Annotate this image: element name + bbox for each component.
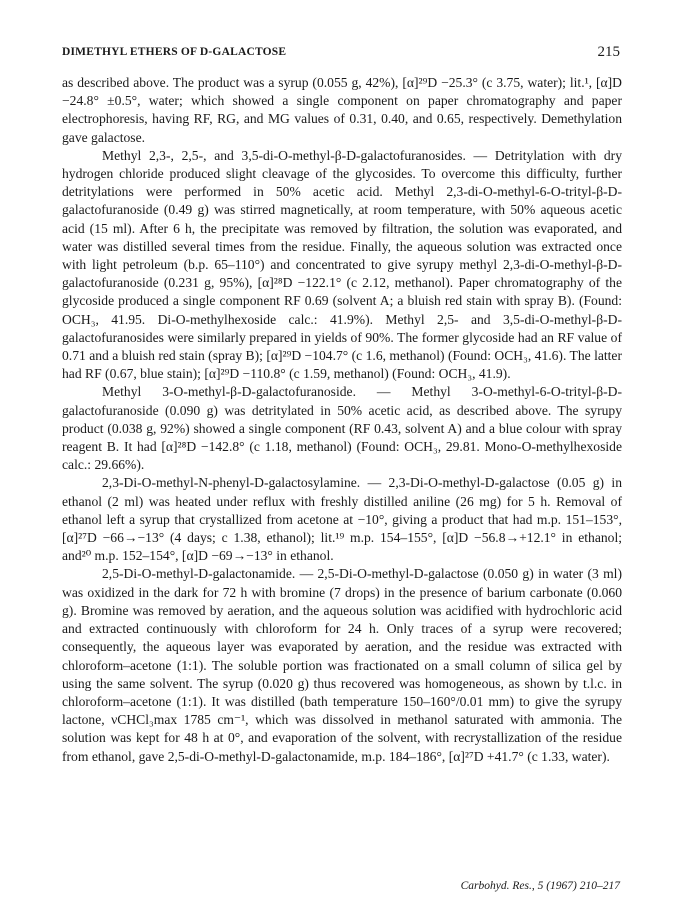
paragraph-4: 2,3-Di-O-methyl-N-phenyl-D-galactosylamine. — 2,3-Di-O-methyl-D-galactose (0.05 g) in ethanol (2 ml) was heated under reflux with freshly distilled aniline (26 mg) for 5 h. Removal of ethanol left a syrup that crystallized from acetone at −10°, giving a product that had m.p. 151–153°, [α]²⁷D −66→−13° (4 days; c 1.38, ethanol); lit.¹⁹ m.p. 154–155°, [α]D −56.8→+12.1° in ethanol; and²⁰ m.p. 152–154°, [α]D −69→−13° in ethanol. xyxy=(62,475,622,564)
paragraph-1: as described above. The product was a syrup (0.055 g, 42%), [α]²⁹D −25.3° (c 3.75, water); lit.¹, [α]D −24.8° ±0.5°, water; which showed a single component on paper chromatography and paper electrophoresis, having RF, RG, and MG values of 0.31, 0.40, and 0.65, respectively. Demethylation gave galactose. xyxy=(62,75,622,145)
article-body xyxy=(62,74,622,766)
paragraph-5: 2,5-Di-O-methyl-D-galactonamide. — 2,5-Di-O-methyl-D-galactose (0.050 g) in water (3 ml) was oxidized in the dark for 72 h with bromine (7 drops) in the presence of barium carbonate (0.060 g). Bromine was removed by aeration, and the aqueous solution was acidified with hydrochloric acid and extracted continuously with chloroform for 24 h. Only traces of a syrup were recovered; consequently, the aqueous layer was evaporated by aeration, and the residue was extracted with chloroform–acetone (1:1). The soluble portion was fractionated on a small column of silica gel by using the same solvent. The syrup (0.020 g) thus recovered was homogeneous, as shown by t.l.c. in chloroform–acetone (1:1). It was distilled (bath temperature 150–160°/0.01 mm) to give the syrupy lactone, νCHCl₃max 1785 cm⁻¹, which was dissolved in methanol saturated with ammonia. The solution was kept for 48 h at 0°, and evaporation of the solvent, with recrystallization of the residue from ethanol, gave 2,5-di-O-methyl-D-galactonamide, m.p. 184–186°, [α]²⁷D +41.7° (c 1.33, water). xyxy=(62,566,622,764)
journal-citation: Carbohyd. Res., 5 (1967) 210–217 xyxy=(460,880,620,892)
page-header xyxy=(62,44,620,64)
page-number: 215 xyxy=(597,44,620,60)
running-title: DIMETHYL ETHERS OF D-GALACTOSE xyxy=(62,46,287,58)
paragraph-2: Methyl 2,3-, 2,5-, and 3,5-di-O-methyl-β-D-galactofuranosides. — Detritylation with dry hydrogen chloride produced slight cleavage of the glycosides. To overcome this difficulty, further detritylations were performed in 50% acetic acid. Methyl 2,3-di-O-methyl-6-O-trityl-β-D-galactofuranoside (0.49 g) was stirred magnetically, at room temperature, with 50% aqueous acetic acid (15 ml). After 6 h, the precipitate was removed by filtration, the solution was evaporated, and water was distilled several times from the residue. Finally, the aqueous solution was extracted once with light petroleum (b.p. 65–110°) and concentrated to give syrupy methyl 2,3-di-O-methyl-β-D-galactofuranoside (0.231 g, 95%), [α]²⁸D −122.1° (c 2.12, methanol). Paper chromatography of the glycoside produced a single component RF 0.69 (solvent A; a bluish red stain with spray B). (Found: OCH₃, 41.95. Di-O-methylhexoside calc.: 41.9%). Methyl 2,5- and 3,5-di-O-methyl-β-D-galactofuranosides were similarly prepared in yields of 90%. The former glycoside had an RF value of 0.71 and a bluish red stain (spray B); [α]²⁹D −104.7° (c 1.6, methanol) (Found: OCH₃, 41.6). The latter had RF (0.67, blue stain); [α]²⁹D −110.8° (c 1.59, methanol) (Found: OCH₃, 41.9). xyxy=(62,147,622,382)
paragraph-3: Methyl 3-O-methyl-β-D-galactofuranoside. — Methyl 3-O-methyl-6-O-trityl-β-D-galactofuranoside (0.090 g) was detritylated in 50% acetic acid, as described above. The syrupy product (0.038 g, 92%) showed a single component (RF 0.43, solvent A) and a blue colour with spray reagent B. It had [α]²⁸D −142.8° (c 1.18, methanol) (Found: OCH₃, 29.81. Mono-O-methylhexoside calc.: 29.66%). xyxy=(62,384,622,473)
